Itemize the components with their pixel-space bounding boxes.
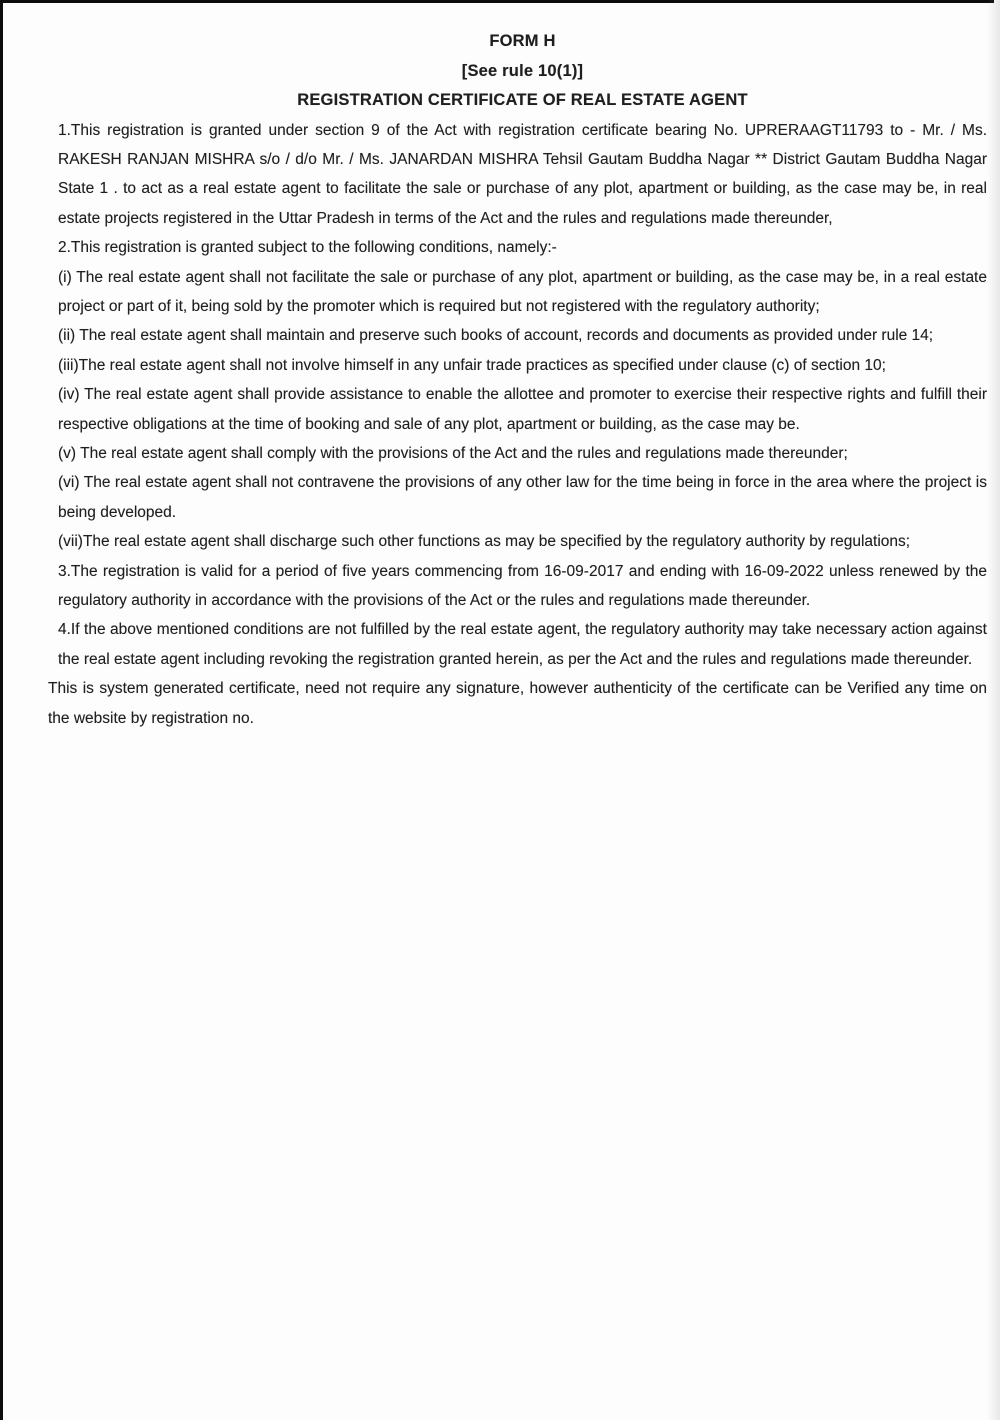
rule-reference: [See rule 10(1)] — [461, 61, 584, 80]
clause-4-revocation: 4.If the above mentioned conditions are not fulfilled by the real estate agent, the regulatory authority may take necessary action against the real estate agent including revoking the registration granted herein, as per the Act and the rules and regulations made thereunder. — [58, 621, 987, 668]
certificate-body — [48, 27, 987, 733]
clause-1-grant-of-registration: 1.This registration is granted under section 9 of the Act with registration certificate bearing No. UPRERAAGT11793 to - Mr. / Ms. RAKESH RANJAN MISHRA s/o / d/o Mr. / Ms. JANARDAN MISHRA Tehsil Gautam Buddha Nagar ** District Gautam Buddha Nagar State 1 . to act as a real estate agent to facilitate the sale or purchase of any plot, apartment or building, as the case may be, in real estate projects registered in the Uttar Pradesh in terms of the Act and the rules and regulations made thereunder, — [58, 121, 987, 227]
clause-2-conditions-intro: 2.This registration is granted subject to the following conditions, namely:- — [58, 239, 557, 257]
page-left-border-line — [0, 0, 3, 1420]
system-generated-note: This is system generated certificate, need not require any signature, however authenticity of the certificate can be Verified any time on the website by registration no. — [48, 680, 987, 727]
condition-vii: (vii)The real estate agent shall discharge such other functions as may be specified by the regulatory authority by regulations; — [58, 533, 911, 551]
condition-i: (i) The real estate agent shall not facilitate the sale or purchase of any plot, apartment or building, as the case may be, in a real estate project or part of it, being sold by the promoter which is required but not registered with the regulatory authority; — [58, 268, 987, 315]
condition-iv: (iv) The real estate agent shall provide assistance to enable the allottee and promoter to exercise their respective rights and fulfill their respective obligations at the time of booking and sale of any plot, apartment or building, as the case may be. — [58, 386, 987, 433]
condition-v: (v) The real estate agent shall comply with the provisions of the Act and the rules and regulations made thereunder; — [58, 444, 848, 462]
form-title: FORM H — [489, 32, 556, 50]
clause-3-validity-period: 3.The registration is valid for a period of five years commencing from 16-09-2017 and ending with 16-09-2022 unless renewed by the regulatory authority in accordance with the provisions of the Act or the rules and regulations made thereunder. — [58, 562, 987, 609]
page-right-edge-shadow — [987, 0, 1000, 1420]
condition-iii: (iii)The real estate agent shall not involve himself in any unfair trade practices as specified under clause (c) of section 10; — [58, 356, 886, 374]
certificate-title: REGISTRATION CERTIFICATE OF REAL ESTATE AGENT — [297, 91, 748, 109]
condition-vi: (vi) The real estate agent shall not contravene the provisions of any other law for the time being in force in the area where the project is being developed. — [58, 474, 987, 521]
condition-ii: (ii) The real estate agent shall maintain and preserve such books of account, records and documents as provided under rule 14; — [58, 327, 934, 345]
page-top-border-line — [0, 0, 994, 3]
